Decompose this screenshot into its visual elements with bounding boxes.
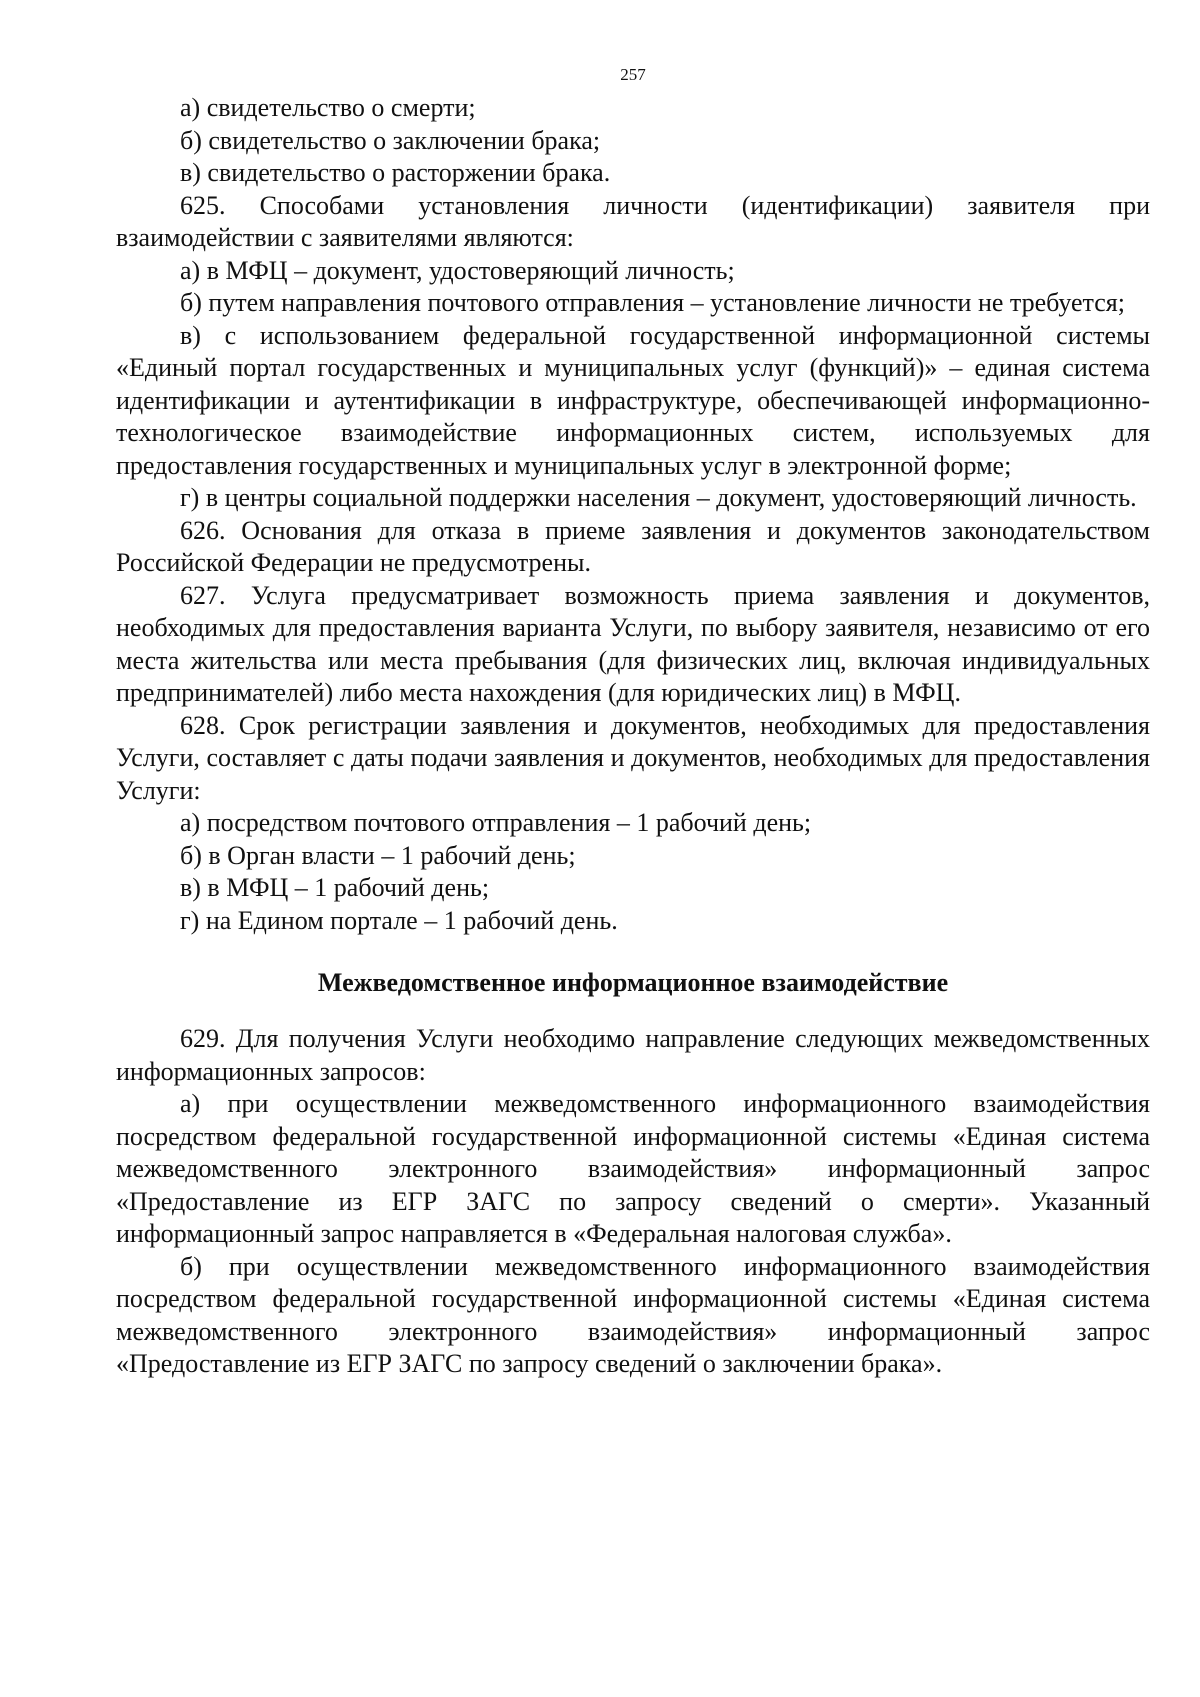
list-item-628-a: а) посредством почтового отправления – 1 рабочий день; bbox=[180, 808, 812, 837]
page-number: 257 bbox=[620, 65, 646, 84]
list-item-628-b: б) в Орган власти – 1 рабочий день; bbox=[180, 840, 576, 870]
paragraph-625: 625. Способами установления личности (идентификации) заявителя при взаимодействии с заявителями являются: bbox=[116, 190, 1150, 252]
list-item-625-v: в) с использованием федеральной государственной информационной системы «Единый портал государственных и муниципальных услуг (функций)» – единая система идентификации и аутентификации в инфраструктуре, обеспечивающей информационно-технологическое взаимодействие информационных систем, используемых для предоставления государственных и муниципальных услуг в электронной форме; bbox=[116, 320, 1150, 480]
list-item-628-g: г) на Едином портале – 1 рабочий день. bbox=[180, 905, 618, 935]
section-heading: Межведомственное информационное взаимодействие bbox=[317, 968, 949, 997]
list-item-625-b: б) путем направления почтового отправления – установление личности не требуется; bbox=[180, 288, 1125, 317]
paragraph-626: 626. Основания для отказа в приеме заявления и документов законодательством Российской Федерации не предусмотрены. bbox=[116, 515, 1150, 577]
list-item-625-a: а) в МФЦ – документ, удостоверяющий личность; bbox=[180, 255, 735, 285]
list-item-629-a: а) при осуществлении межведомственного информационного взаимодействия посредством федеральной государственной информационной системы «Единая система межведомственного электронного взаимодействия» информационный запрос «Предоставление из ЕГР ЗАГС по запросу сведений о смерти». Указанный информационный запрос направляется в «Федеральная налоговая служба». bbox=[116, 1089, 1150, 1248]
list-item-628-v: в) в МФЦ – 1 рабочий день; bbox=[180, 873, 490, 902]
list-item-629-b: б) при осуществлении межведомственного информационного взаимодействия посредством федеральной государственной информационной системы «Единая система межведомственного электронного взаимодействия» информационный запрос «Предоставление из ЕГР ЗАГС по запросу сведений о заключении брака». bbox=[116, 1251, 1150, 1378]
paragraph-629: 629. Для получения Услуги необходимо направление следующих межведомственных информационных запросов: bbox=[116, 1024, 1150, 1086]
paragraph-628: 628. Срок регистрации заявления и документов, необходимых для предоставления Услуги, составляет с даты подачи заявления и документов, необходимых для предоставления Услуги: bbox=[116, 710, 1150, 805]
list-item-625-g: г) в центры социальной поддержки населения – документ, удостоверяющий личность. bbox=[180, 483, 1137, 512]
list-item-divorce-certificate: в) свидетельство о расторжении брака. bbox=[180, 158, 611, 187]
paragraph-627: 627. Услуга предусматривает возможность приема заявления и документов, необходимых для предоставления варианта Услуги, по выбору заявителя, независимо от его места жительства или места пребывания (для физических лиц, включая индивидуальных предпринимателей) либо места нахождения (для юридических лиц) в МФЦ. bbox=[116, 580, 1150, 707]
document-page bbox=[116, 64, 1150, 1381]
list-item-death-certificate: а) свидетельство о смерти; bbox=[180, 93, 476, 122]
list-item-marriage-certificate: б) свидетельство о заключении брака; bbox=[180, 125, 601, 155]
